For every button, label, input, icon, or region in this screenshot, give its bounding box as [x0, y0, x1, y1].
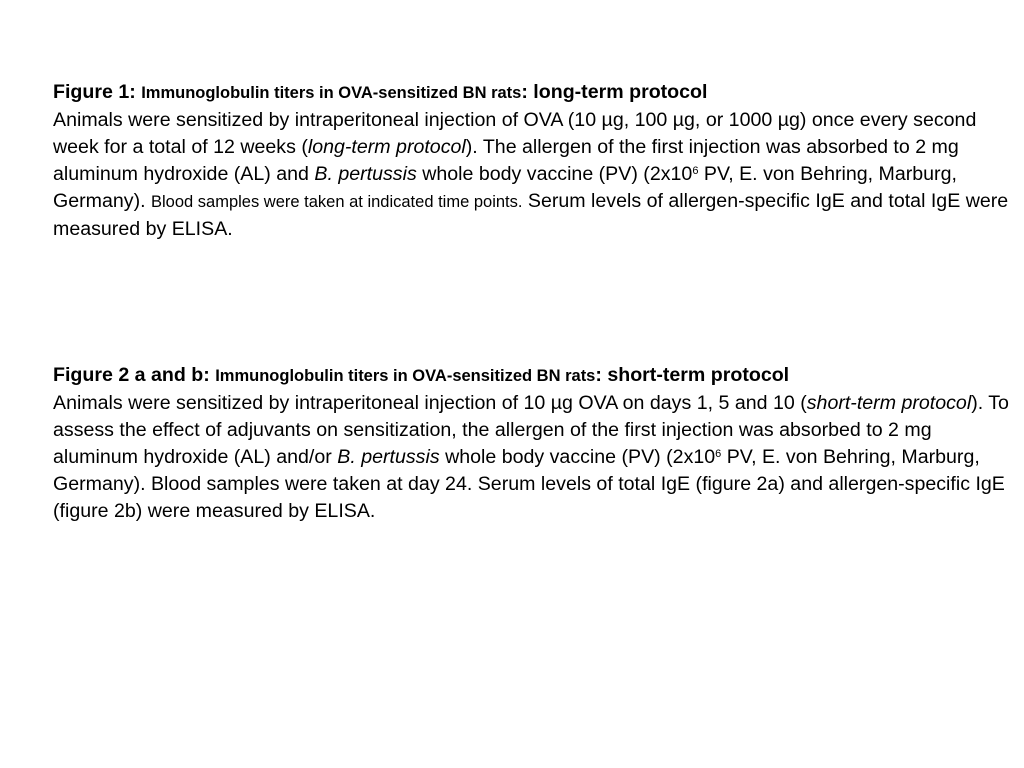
figure-2-heading [53, 362, 1015, 390]
figure-2-legend [53, 362, 1015, 525]
figure-1-sampling-note: Blood samples were taken at indicated time points. [151, 193, 523, 211]
figure-1-protocol-term: long-term protocol [307, 136, 466, 158]
figure-1-text-8: Serum levels of allergen-specific IgE and total IgE were measured by ELISA. [53, 190, 1009, 240]
figure-1-description [53, 107, 1015, 243]
figure-1-protocol: : long-term protocol [521, 81, 708, 103]
figure-1-label: Figure 1: [53, 81, 142, 103]
figure-2-species: B. pertussis [337, 446, 440, 468]
figure-1-text-6: PV, E. von Behring, Marburg, Germany). [53, 163, 957, 212]
figure-1-subject: Immunoglobulin titers in OVA-sensitized BN rats [141, 84, 522, 102]
figure-1-heading [53, 79, 1015, 107]
figure-2-description [53, 390, 1015, 525]
figure-2-text-3: ). To assess the effect of adjuvants on sensitization, the allergen of the first injection was absorbed to 2 mg aluminum hydroxide (AL) and/or [53, 392, 1009, 468]
figure-2-exponent: 6 [715, 448, 722, 460]
figure-2-text-6: PV, E. von Behring, Marburg, Germany). Blood samples were taken at day 24. Serum levels of total IgE (figure 2a) and allergen-specific IgE (figure 2b) were measured by ELISA. [53, 446, 1005, 522]
figure-2-text-1: Animals were sensitized by intraperitoneal injection of 10 µg OVA on days 1, 5 and 10 ( [53, 392, 807, 414]
figure-1-legend [53, 79, 1015, 243]
figure-2-text-5: whole body vaccine (PV) (2x10 [439, 446, 716, 468]
figure-1-text-1: Animals were sensitized by intraperitoneal injection of OVA (10 µg, 100 µg, or 1000 µg) once every second week for a total of 12 weeks ( [53, 109, 977, 158]
figure-2-label: Figure 2 a and b: [53, 364, 216, 386]
figure-1-text-5: whole body vaccine (PV) (2x10 [416, 163, 693, 185]
figure-2-subject: Immunoglobulin titers in OVA-sensitized BN rats [215, 367, 596, 385]
figure-2-protocol-term: short-term protocol [806, 392, 972, 414]
figure-2-protocol: : short-term protocol [595, 364, 790, 386]
figure-1-text-3: ). The allergen of the first injection was absorbed to 2 mg aluminum hydroxide (AL) and [53, 136, 959, 185]
figure-1-exponent: 6 [692, 165, 699, 177]
figure-1-species: B. pertussis [314, 163, 417, 185]
